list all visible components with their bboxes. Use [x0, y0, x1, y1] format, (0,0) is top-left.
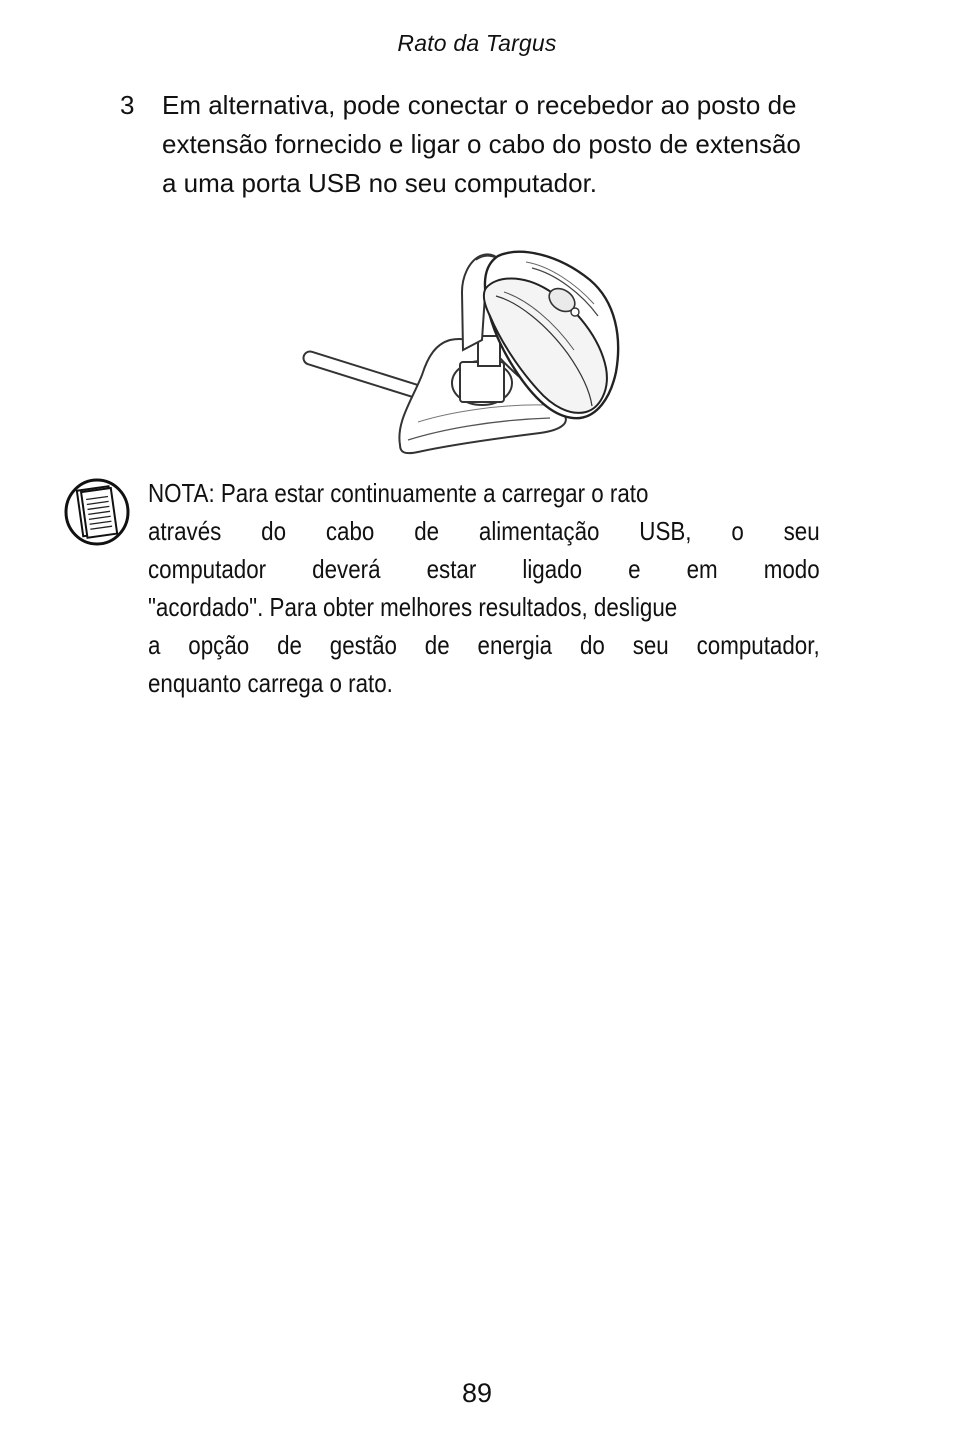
note-line: a opção de gestão de energia do seu computador, — [148, 630, 820, 660]
note-line: através do cabo de alimentação USB, o seu — [148, 516, 820, 546]
step-number: 3 — [120, 90, 135, 120]
step-text-line: a uma porta USB no seu computador. — [162, 168, 598, 198]
note-line: NOTA: Para estar continuamente a carregar o rato — [148, 478, 649, 508]
step-text-line: extensão fornecido e ligar o cabo do posto de extensão — [162, 129, 801, 159]
page-number: 89 — [461, 1378, 493, 1408]
note-line: computador deverá estar ligado e em modo — [148, 554, 820, 584]
notepad-icon — [64, 476, 132, 546]
note-line: "acordado". Para obter melhores resultados, desligue — [148, 592, 678, 622]
note-text — [148, 474, 820, 702]
running-header: Rato da Targus — [397, 30, 557, 56]
step-text-line: Em alternativa, pode conectar o recebedor ao posto de — [162, 90, 797, 120]
note-line: enquanto carrega o rato. — [148, 668, 393, 698]
mouse-on-extension-dock-illustration — [300, 240, 630, 460]
step-text — [162, 86, 922, 203]
